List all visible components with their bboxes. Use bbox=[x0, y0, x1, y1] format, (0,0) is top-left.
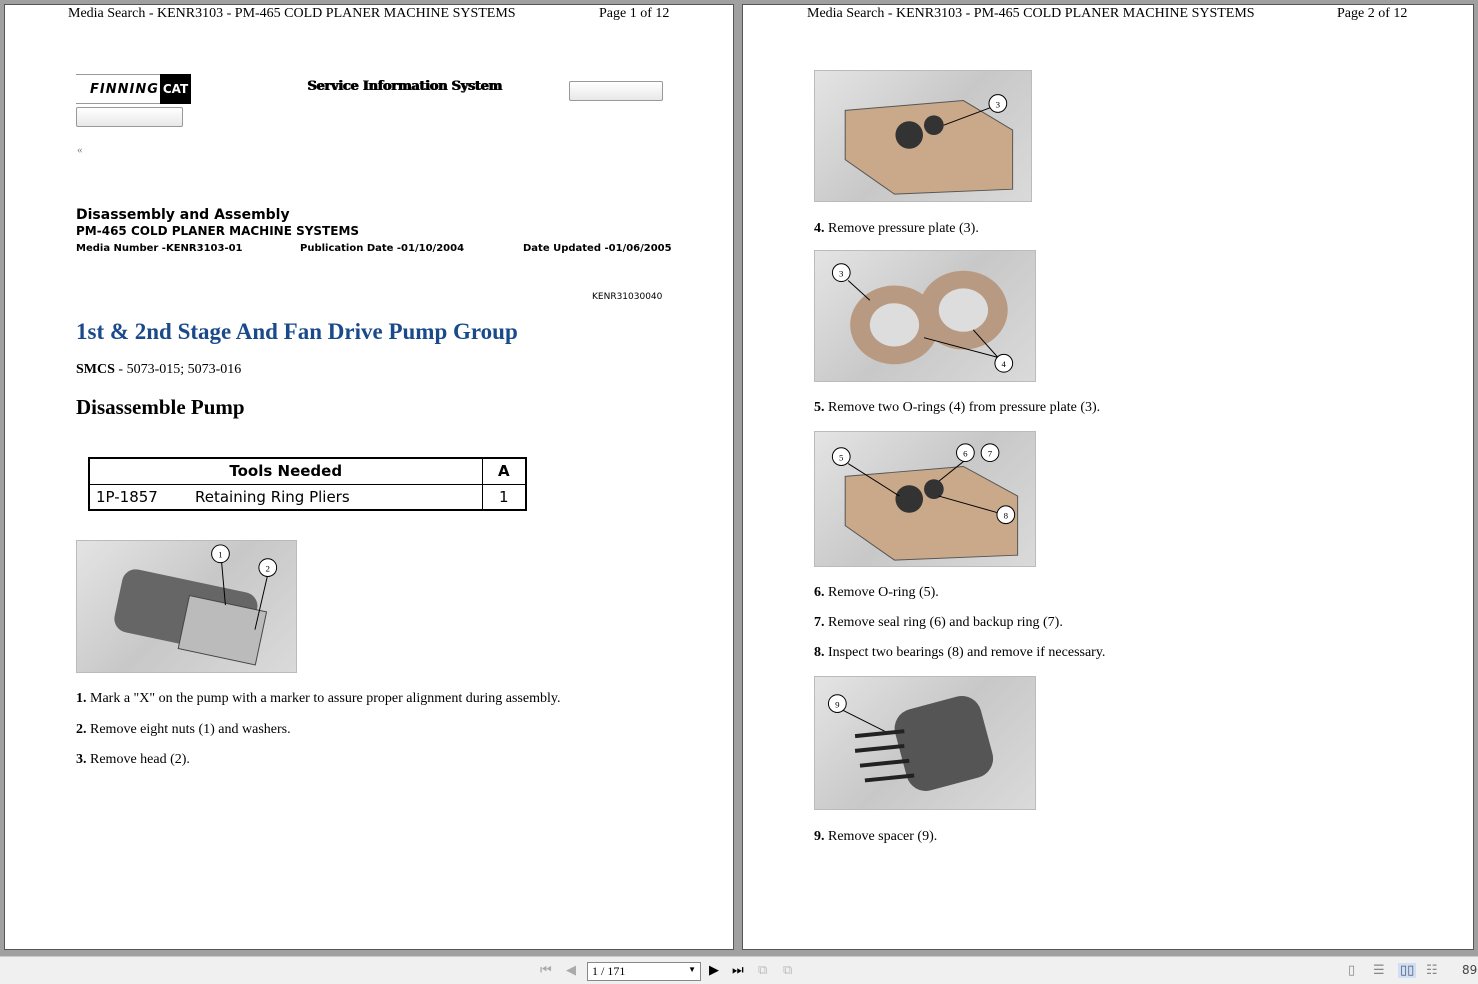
tools-header: Tools Needed bbox=[89, 458, 482, 484]
tool-qty: 1 bbox=[482, 484, 526, 510]
callout-9: 9 bbox=[835, 699, 840, 710]
step-5: 5. Remove two O-rings (4) from pressure plate (3). bbox=[814, 400, 1101, 415]
facing-pages-icon[interactable]: ▯▯ bbox=[1400, 963, 1415, 978]
finning-cat-logo bbox=[76, 74, 191, 104]
next-page-icon[interactable]: ▶ bbox=[709, 963, 719, 978]
page-number: Page 2 of 12 bbox=[1337, 6, 1408, 21]
table-row bbox=[89, 484, 526, 510]
callout-1: 1 bbox=[218, 549, 223, 560]
step-7: 7. Remove seal ring (6) and backup ring (7). bbox=[814, 615, 1063, 630]
publication-date: Publication Date -01/10/2004 bbox=[300, 243, 465, 254]
page-number-input[interactable] bbox=[587, 962, 701, 981]
callout-7: 7 bbox=[987, 448, 993, 459]
page-number: Page 1 of 12 bbox=[599, 6, 670, 21]
continuous-icon[interactable]: ☰ bbox=[1373, 963, 1385, 978]
media-number: Media Number -KENR3103-01 bbox=[76, 243, 243, 254]
callout-4: 4 bbox=[1001, 359, 1007, 370]
single-page-icon[interactable]: ▯ bbox=[1348, 963, 1356, 978]
step-9: 9. Remove spacer (9). bbox=[814, 829, 938, 844]
part-number: 1P-1857 bbox=[89, 484, 189, 510]
smcs-line bbox=[76, 362, 241, 378]
step-8: 8. Inspect two bearings (8) and remove if necessary. bbox=[814, 645, 1106, 660]
last-page-icon[interactable]: ⏭ bbox=[732, 963, 744, 978]
tools-table bbox=[88, 457, 527, 511]
callout-8: 8 bbox=[1003, 510, 1009, 521]
zoom-level[interactable]: 89 bbox=[1462, 963, 1478, 977]
callout-3: 3 bbox=[839, 268, 844, 279]
previous-page-icon[interactable]: ◀ bbox=[566, 963, 576, 978]
pressure-plate-image bbox=[814, 70, 1032, 202]
o-rings-image bbox=[814, 250, 1036, 382]
seal-rings-image bbox=[814, 431, 1036, 567]
page-title: 1st & 2nd Stage And Fan Drive Pump Group bbox=[76, 319, 518, 344]
step-1: 1. Mark a "X" on the pump with a marker to assure proper alignment during assembly. bbox=[76, 691, 561, 706]
step-6: 6. Remove O-ring (5). bbox=[814, 585, 939, 600]
callout-3: 3 bbox=[995, 99, 1001, 110]
doc-id: KENR31030040 bbox=[592, 292, 663, 302]
step-3: 3. Remove head (2). bbox=[76, 752, 190, 767]
spacer-image bbox=[814, 676, 1036, 810]
page-header: Media Search - KENR3103 - PM-465 COLD PLANER MACHINE SYSTEMS bbox=[807, 6, 1255, 21]
machine-name: PM-465 COLD PLANER MACHINE SYSTEMS bbox=[76, 224, 360, 238]
smcs-value: - 5073-015; 5073-016 bbox=[114, 362, 242, 377]
pump-image bbox=[76, 540, 297, 673]
step-2: 2. Remove eight nuts (1) and washers. bbox=[76, 722, 291, 737]
step-4: 4. Remove pressure plate (3). bbox=[814, 221, 979, 236]
section-heading: Disassemble Pump bbox=[76, 395, 245, 419]
date-updated: Date Updated -01/06/2005 bbox=[523, 243, 672, 254]
logo-text: FINNING bbox=[90, 81, 159, 97]
callout-2: 2 bbox=[265, 563, 270, 574]
blank-button[interactable] bbox=[569, 81, 663, 101]
page-header: Media Search - KENR3103 - PM-465 COLD PLANER MACHINE SYSTEMS bbox=[68, 6, 516, 21]
next-view-icon[interactable]: ⧉ bbox=[783, 963, 793, 978]
dropdown-icon[interactable]: ▼ bbox=[688, 965, 696, 974]
pdf-page-2 bbox=[742, 4, 1474, 950]
tool-name: Retaining Ring Pliers bbox=[189, 484, 482, 510]
pdf-toolbar bbox=[0, 956, 1478, 984]
smcs-label: SMCS bbox=[76, 362, 115, 377]
doc-type: Disassembly and Assembly bbox=[76, 207, 290, 223]
first-page-icon[interactable]: ⏮ bbox=[540, 963, 552, 978]
previous-view-icon[interactable]: ⧉ bbox=[758, 963, 768, 978]
callout-5: 5 bbox=[839, 452, 844, 463]
col-a-header: A bbox=[482, 458, 526, 484]
pdf-page-1 bbox=[4, 4, 734, 950]
blank-button[interactable] bbox=[76, 107, 183, 127]
cat-logo: CAT bbox=[160, 74, 191, 104]
continuous-facing-icon[interactable]: ☷ bbox=[1426, 963, 1438, 978]
sis-title: Service Information System bbox=[307, 79, 502, 94]
page-input-value: 1 / 171 bbox=[592, 964, 626, 978]
back-link[interactable]: « bbox=[77, 144, 83, 156]
callout-6: 6 bbox=[963, 448, 968, 459]
